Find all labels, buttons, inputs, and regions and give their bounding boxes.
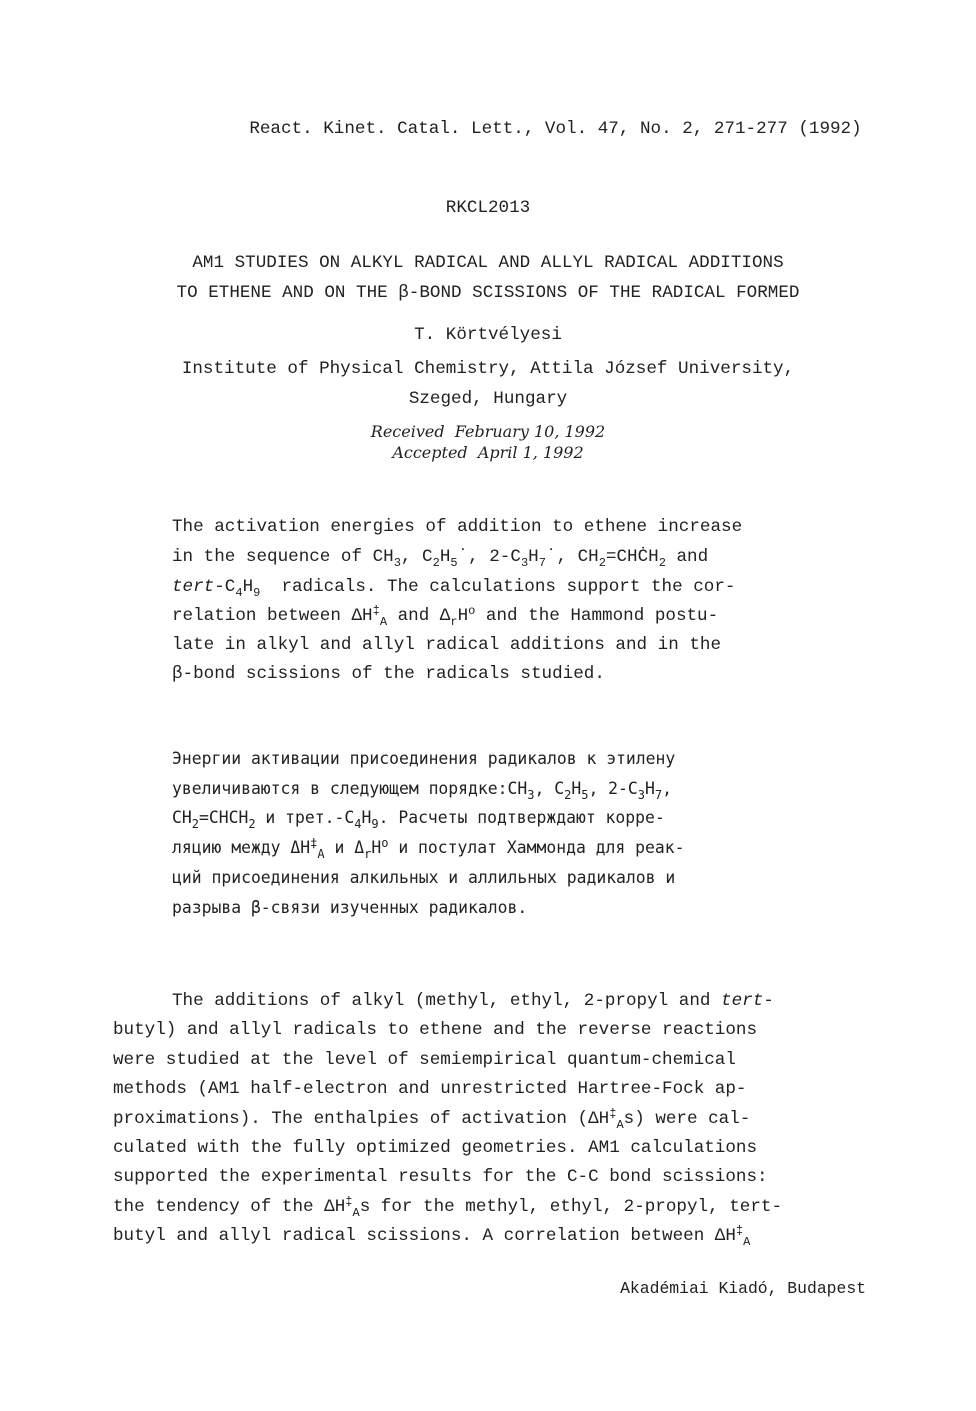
abstract-ru-line-2: увеличиваются в следующем $порядке:CH_3$, $C_2H_5$, $2-C_3H_7$, [172, 779, 672, 802]
abstract-ru-line-5: ций присоединения алкильных и аллильных радикалов и [172, 868, 676, 887]
body-line-1: The additions of alkyl (methyl, ethyl, 2-propyl and tert- [172, 991, 774, 1011]
body-line-6: culated with the fully optimized geometries. AM1 calculations [113, 1138, 758, 1158]
abstract-en-line-3: tert-$C_4H_9$ radicals. The calculations support the cor- [172, 577, 736, 600]
body-line-9: butyl and allyl radical scissions. A correlation between $\Delta H^\ddagger_A$ [113, 1224, 751, 1249]
affiliation-line-2: Szeged, Hungary [408, 389, 568, 409]
paper-title-line-1: AM1 STUDIES ON ALKYL RADICAL AND ALLYL RADICAL ADDITIONS [192, 253, 784, 273]
abstract-en-line-1: The activation energies of addition to ethene increase [172, 517, 743, 537]
author-name: T. Körtvélyesi [414, 325, 562, 345]
affiliation-line-1: Institute of Physical Chemistry, Attila József University, [181, 359, 795, 379]
body-line-2: butyl) and allyl radicals to ethene and the reverse reactions [113, 1020, 758, 1040]
body-line-8: the tendency of the $\Delta H^\ddagger_As$ for the methyl, ethyl, 2-propyl, tert- [113, 1195, 783, 1220]
journal-citation: React. Kinet. Catal. Lett., Vol. 47, No. 2, 271-277 (1992) [249, 119, 862, 139]
abstract-ru-line-4: ляцию между $\Delta H^\ddagger_A$ и $\Delta_rH^o$ и постулат Хаммонда для реак- [172, 836, 685, 861]
abstract-en-line-6: β-bond scissions of the radicals studied. [172, 664, 605, 684]
abstract-ru-line-6: разрыва β-связи изученных радикалов. [172, 898, 528, 917]
accepted-date: Accepted April 1, 1992 [392, 443, 584, 462]
body-line-7: supported the experimental results for the C-C bond scissions: [113, 1167, 768, 1187]
article-code: RKCL2013 [445, 198, 531, 218]
publisher-footer: Akadémiai Kiadó, Budapest [620, 1279, 866, 1298]
abstract-en-line-5: late in alkyl and allyl radical additions and in the [172, 635, 722, 655]
abstract-en-line-2: in the sequence of $CH_3$, $C_2H_5˙$, $2-C_3H_7˙$, $CH_2=CHĊH_2$ and [172, 547, 709, 570]
body-line-3: were studied at the level of semiempirical quantum-chemical [113, 1050, 736, 1070]
abstract-en-line-4: relation between $\Delta H^\ddagger_A$ and $\Delta_rH^o$ and the Hammond postu- [172, 604, 719, 629]
body-line-4: methods (AM1 half-electron and unrestricted Hartree-Fock ap- [113, 1079, 747, 1099]
received-date: Received February 10, 1992 [370, 422, 606, 441]
body-line-5: proximations). The enthalpies of activation $(\Delta H^\ddagger_As)$ were cal- [113, 1107, 751, 1132]
paper-title-line-2: TO ETHENE AND ON THE β-BOND SCISSIONS OF THE RADICAL FORMED [176, 283, 800, 303]
abstract-ru-line-1: Энергии активации присоединения радикалов к этилену [172, 749, 676, 768]
abstract-ru-line-3: $CH_2=CHCH_2$ и $трет.-C_4H_9$. Расчеты подтверждают корре- [172, 808, 665, 831]
